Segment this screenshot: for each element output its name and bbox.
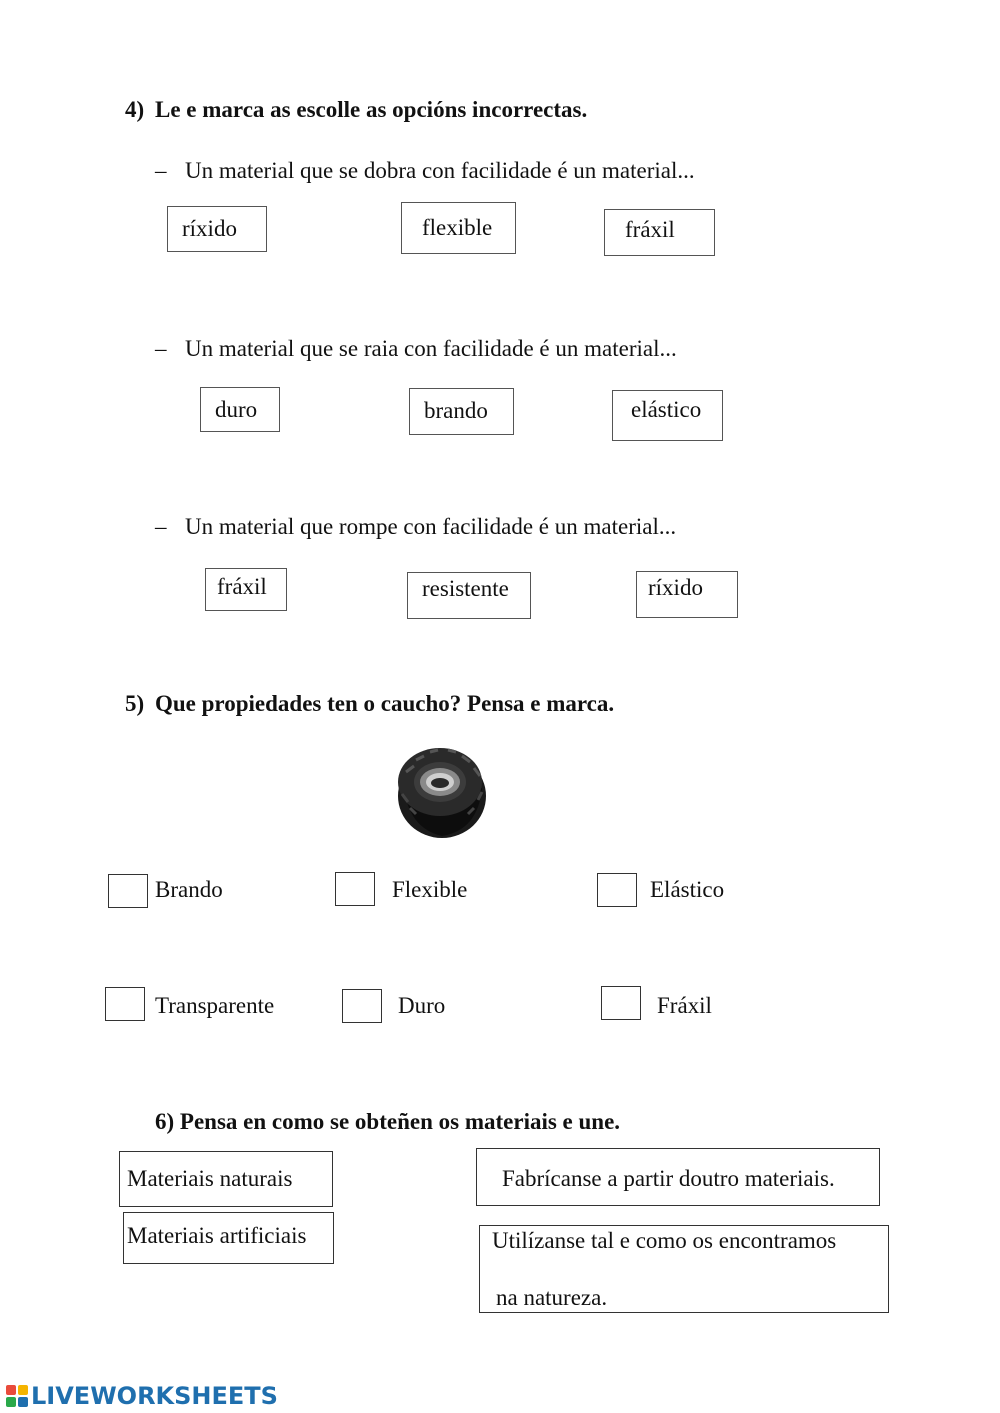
q3-option-resistente[interactable]: resistente (407, 572, 531, 619)
section-4-title: Le e marca as escolle as opcións incorrectas. (155, 97, 588, 122)
q1-option-flexible[interactable]: flexible (401, 202, 516, 254)
logo-tiles (6, 1385, 28, 1407)
checkbox-label-fraxil: Fráxil (657, 993, 712, 1018)
match-right-fabricanse[interactable]: Fabrícanse a partir doutro materiais. (476, 1148, 880, 1206)
checkbox-label-duro: Duro (398, 993, 446, 1018)
checkbox-label-brando: Brando (155, 877, 223, 902)
liveworksheets-logo (6, 1381, 278, 1411)
checkbox-brando[interactable] (108, 874, 148, 908)
tire-icon (394, 742, 492, 840)
brand-name: LIVEWORKSHEETS (31, 1382, 278, 1410)
match-right-utilizanse[interactable] (479, 1225, 889, 1313)
logo-tile (6, 1397, 16, 1407)
logo-tile (18, 1385, 28, 1395)
checkbox-fraxil[interactable] (601, 986, 641, 1020)
logo-tile (6, 1385, 16, 1395)
tire-illustration (394, 742, 492, 840)
checkbox-label-flexible: Flexible (392, 877, 468, 902)
checkbox-elastico[interactable] (597, 873, 637, 907)
checkbox-flexible[interactable] (335, 872, 375, 906)
match-right-utilizanse-line1: Utilízanse tal e como os encontramos (492, 1228, 837, 1253)
checkbox-transparente[interactable] (105, 987, 145, 1021)
question-2-text: Un material que se raia con facilidade é un material... (185, 336, 677, 361)
q2-option-elastico[interactable]: elástico (612, 390, 723, 441)
question-3 (155, 514, 676, 540)
checkbox-label-elastico: Elástico (650, 877, 725, 902)
section-4-number: 4) (125, 97, 145, 122)
q2-option-duro[interactable]: duro (200, 387, 280, 432)
checkbox-duro[interactable] (342, 989, 382, 1023)
question-1 (155, 158, 695, 184)
q3-option-rixido[interactable]: ríxido (636, 571, 738, 618)
question-dash: – (155, 336, 167, 361)
logo-tile (18, 1397, 28, 1407)
q1-option-fraxil[interactable]: fráxil (604, 209, 715, 256)
q3-option-fraxil[interactable]: fráxil (205, 568, 287, 611)
section-6-heading: 6) Pensa en como se obteñen os materiais e une. (155, 1109, 621, 1134)
match-left-artificiais[interactable]: Materiais artificiais (123, 1212, 334, 1264)
checkbox-label-transparente: Transparente (155, 993, 275, 1018)
match-left-naturais[interactable]: Materiais naturais (119, 1151, 333, 1207)
question-dash: – (155, 514, 167, 539)
question-3-text: Un material que rompe con facilidade é un material... (185, 514, 677, 539)
section-5-number: 5) (125, 691, 145, 716)
question-1-text: Un material que se dobra con facilidade é un material... (185, 158, 695, 183)
question-dash: – (155, 158, 167, 183)
q2-option-brando[interactable]: brando (409, 388, 514, 435)
section-5-heading (125, 691, 614, 717)
section-5-title: Que propiedades ten o caucho? Pensa e marca. (155, 691, 615, 716)
section-4-heading (125, 97, 587, 123)
q1-option-rixido[interactable]: ríxido (167, 206, 267, 252)
match-right-utilizanse-line2: na natureza. (496, 1285, 608, 1310)
question-2 (155, 336, 677, 362)
